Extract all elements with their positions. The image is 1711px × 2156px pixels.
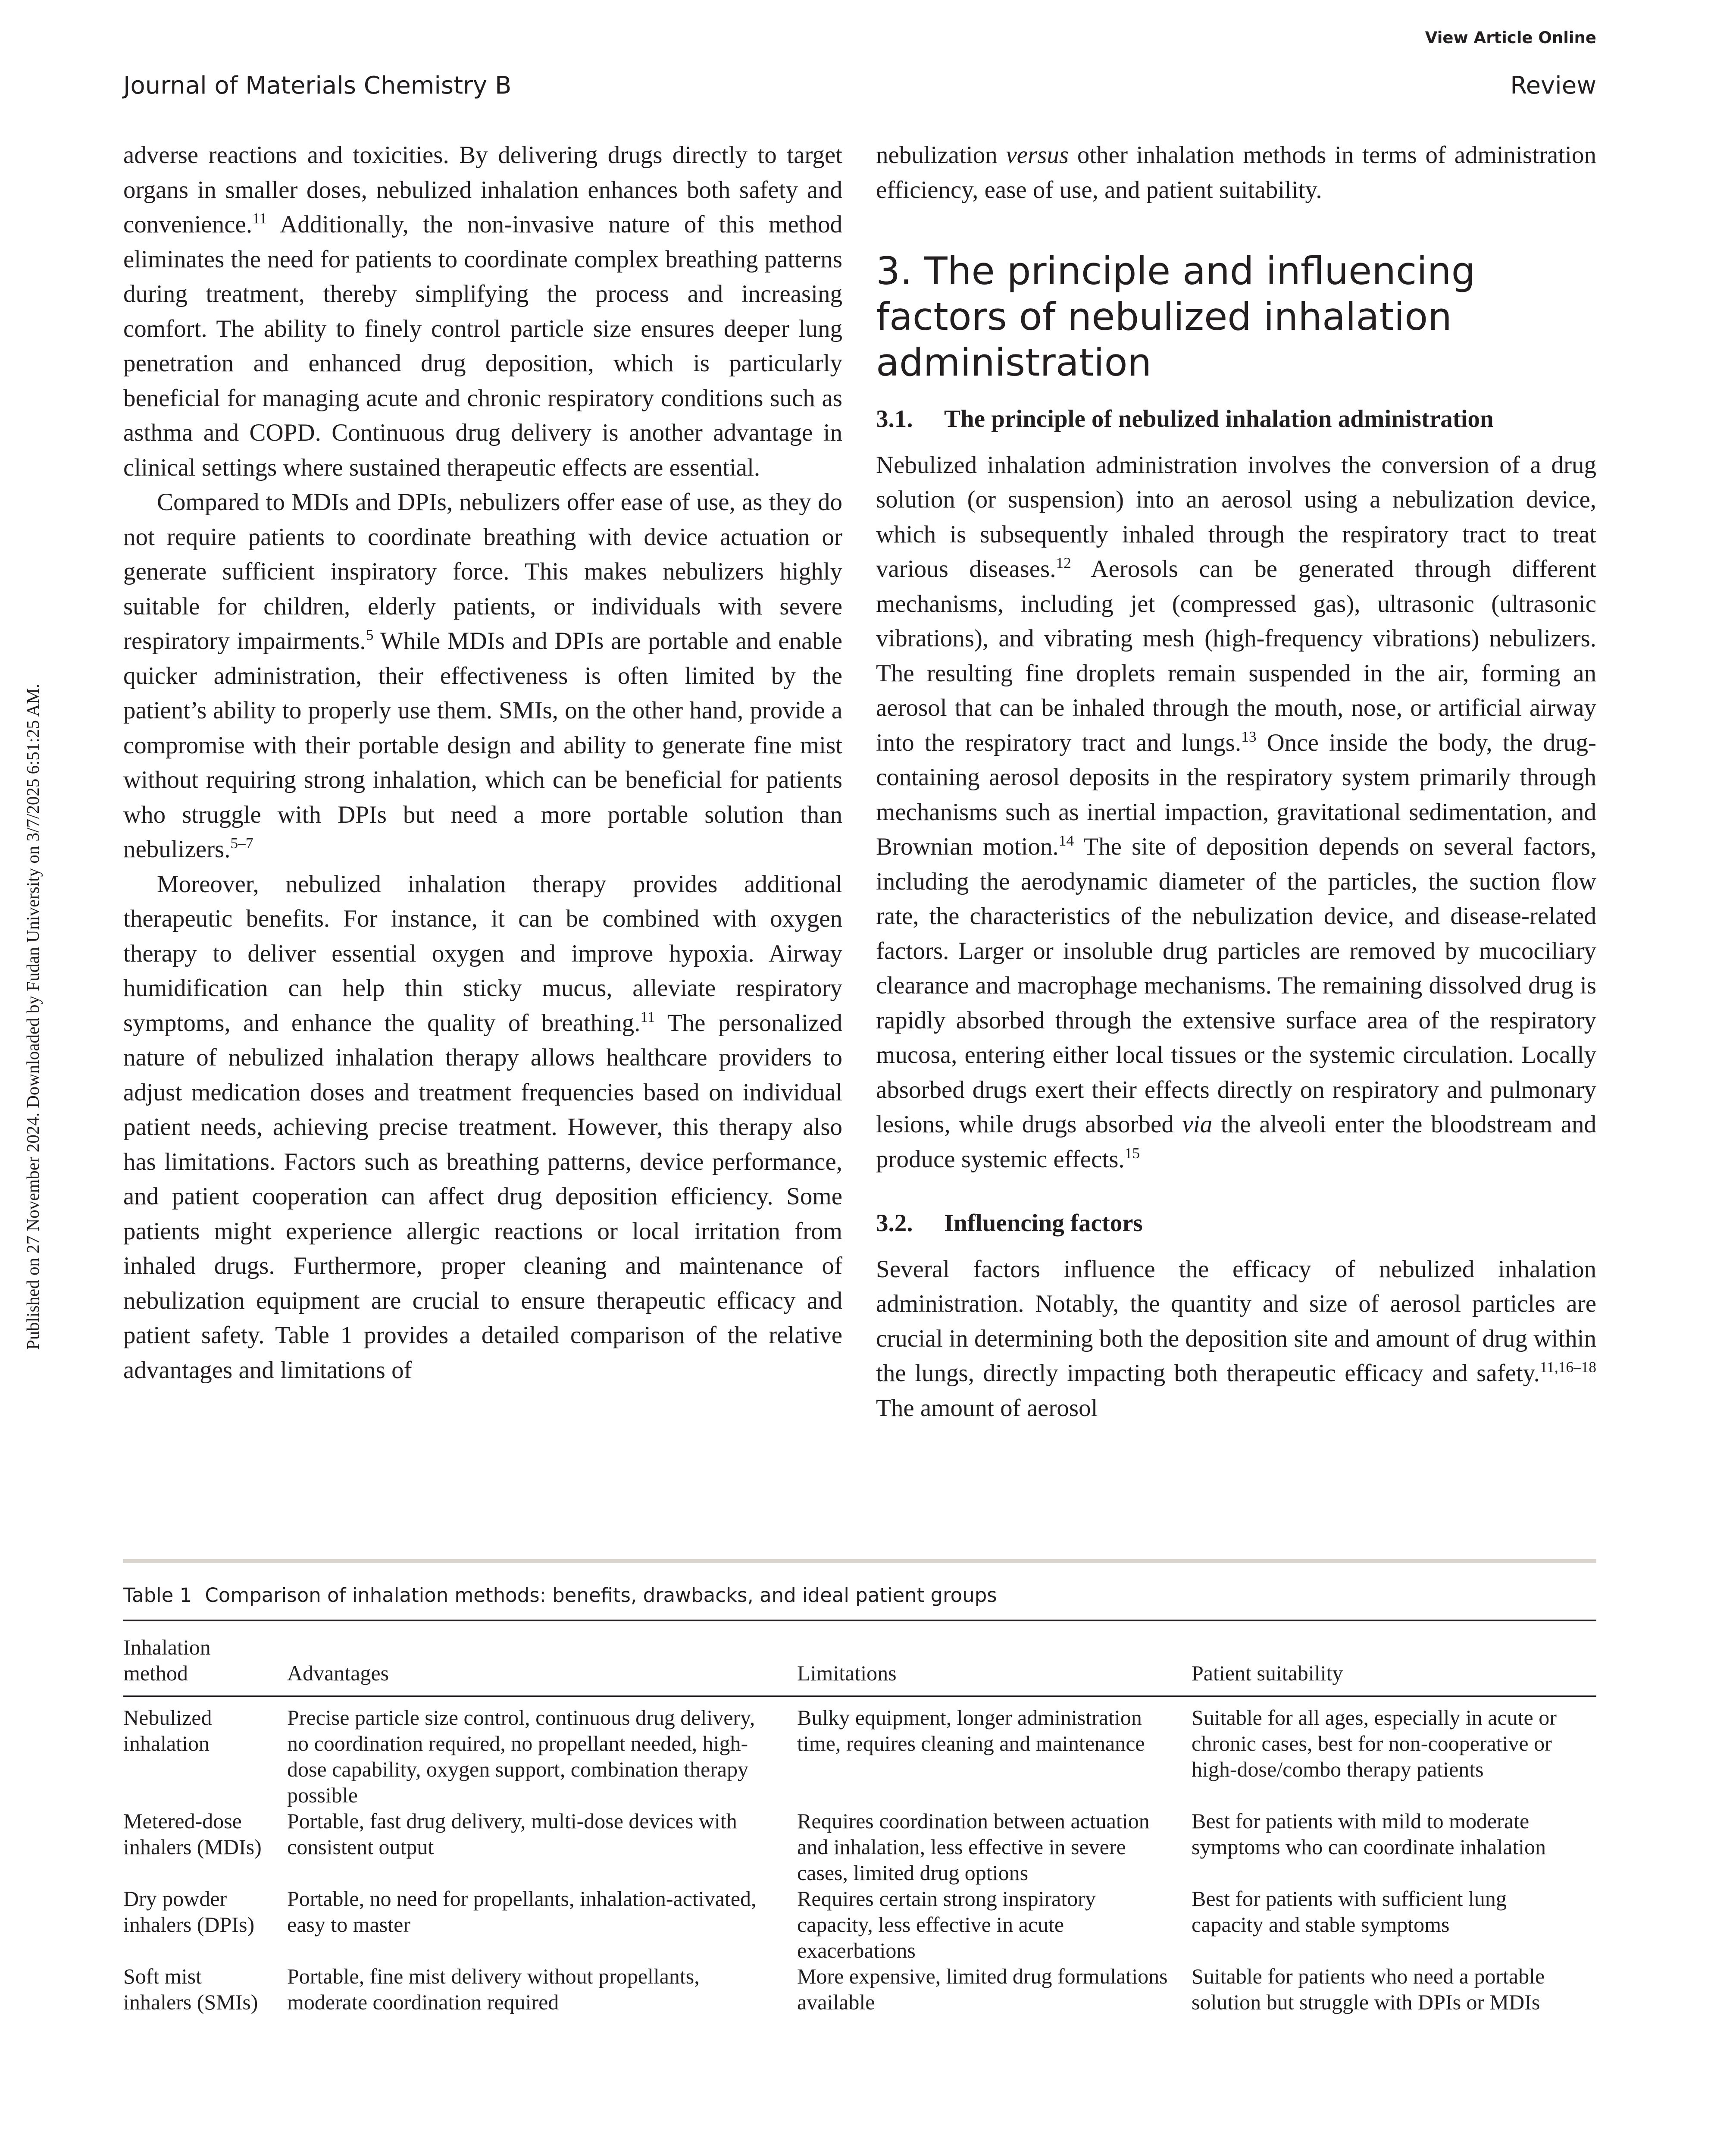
- subsection-heading-3-1: 3.1. The principle of nebulized inhalation administration: [876, 405, 1494, 432]
- running-header: [123, 72, 1596, 100]
- table-caption: [123, 1584, 1596, 1607]
- table-cell: Portable, fast drug delivery, multi-dose devices with consistent output: [287, 1809, 737, 1859]
- publication-download-note: Published on 27 November 2024. Downloaded by Fudan University on 3/7/2025 6:51:25 AM.: [23, 683, 43, 1350]
- article-type: Review: [1510, 72, 1596, 100]
- section-heading: 3. The principle and influencing factors of nebulized inhalation administration: [876, 249, 1476, 385]
- table-cell: Dry powder inhalers (DPIs): [123, 1887, 255, 1937]
- left-column: [123, 138, 842, 1388]
- table-header-cell: Limitations: [797, 1661, 897, 1685]
- citation: 5–7: [230, 834, 253, 852]
- citation: 13: [1241, 728, 1257, 745]
- table-cell: Best for patients with mild to moderate symptoms who can coordinate inhalation: [1192, 1809, 1546, 1859]
- citation: 15: [1124, 1144, 1140, 1162]
- subsection-heading-3-2: 3.2. Influencing factors: [876, 1210, 1143, 1237]
- citation: 14: [1058, 832, 1074, 849]
- table-cell: Suitable for all ages, especially in acute or chronic cases, best for non-cooperative or high-dose/combo therapy patients: [1192, 1705, 1557, 1781]
- table-caption-text: Comparison of inhalation methods: benefits, drawbacks, and ideal patient groups: [205, 1584, 997, 1607]
- citation: 11: [640, 1008, 655, 1025]
- right-column: [876, 138, 1596, 1426]
- table-header-cell: Inhalation method: [123, 1635, 211, 1685]
- table-cell: Portable, fine mist delivery without propellants, moderate coordination required: [287, 1964, 700, 2014]
- table-row: [123, 1697, 1596, 1808]
- table-label: Table 1: [123, 1584, 192, 1607]
- table-row: [123, 1963, 1596, 2015]
- body-paragraph: Nebulized inhalation administration involves the conversion of a drug solution (or suspension) into an aerosol using a nebulization device, which is subsequently inhaled through the respiratory tract to treat various diseases.$^{12}$ Aerosols can be generated through different mechanisms, including jet (compressed gas), ultrasonic (ultrasonic vibrations), and vibrating mesh (high-frequency vibrations) nebulizers. The resulting fine droplets remain suspended in the air, forming an aerosol that can be inhaled through the mouth, nose, or artificial airway into the respiratory tract and lungs.$^{13}$ Once inside the body, the drug-containing aerosol deposits in the respiratory system primarily through mechanisms such as inertial impaction, gravitational sedimentation, and Brownian motion.$^{14}$ The site of deposition depends on several factors, including the aerodynamic diameter of the particles, the suction flow rate, the characteristics of the nebulization device, and disease-related factors. Larger or insoluble drug particles are removed by mucociliary clearance and macrophage mechanisms. The remaining dissolved drug is rapidly absorbed through the extensive surface area of the respiratory mucosa, entering either local tissues or the systemic circulation. Locally absorbed drugs exert their effects directly on respiratory and pulmonary lesions, while drugs absorbed via the alveoli enter the bloodstream and produce systemic effects.$^{15}$: [876, 451, 1596, 1173]
- body-paragraph: nebulization versus other inhalation methods in terms of administration efficiency, ease of use, and patient suitability.: [876, 141, 1596, 204]
- table-cell: Best for patients with sufficient lung capacity and stable symptoms: [1192, 1887, 1507, 1937]
- table-cell: Soft mist inhalers (SMIs): [123, 1964, 258, 2014]
- table-cell: Suitable for patients who need a portable solution but struggle with DPIs or MDIs: [1192, 1964, 1545, 2014]
- citation: 11,16–18: [1539, 1358, 1596, 1376]
- table-cell: Portable, no need for propellants, inhalation-activated, easy to master: [287, 1887, 757, 1937]
- table-cell: Requires certain strong inspiratory capacity, less effective in acute exacerbations: [797, 1887, 1096, 1962]
- table-cell: Bulky equipment, longer administration time, requires cleaning and maintenance: [797, 1705, 1145, 1755]
- body-paragraph: adverse reactions and toxicities. By delivering drugs directly to target organs in smaller doses, nebulized inhalation enhances both safety and convenience.$^{11}$ Additionally, the non-invasive nature of this method eliminates the need for patients to coordinate complex breathing patterns during treatment, thereby simplifying the process and increasing comfort. The ability to finely control particle size ensures deeper lung penetration and enhanced drug deposition, which is particularly beneficial for managing acute and chronic respiratory conditions such as asthma and COPD. Continuous drug delivery is another advantage in clinical settings where sustained therapeutic effects are essential.: [123, 141, 842, 481]
- table-cell: Metered-dose inhalers (MDIs): [123, 1809, 262, 1859]
- body-paragraph: Several factors influence the efficacy of nebulized inhalation administration. Notably, the quantity and size of aerosol particles are crucial in determining both the deposition site and amount of drug within the lungs, directly impacting both therapeutic efficacy and safety.$^{11,16-18}$ The amount of aerosol: [876, 1255, 1596, 1422]
- table-header-cell: Advantages: [287, 1661, 389, 1685]
- table-row: [123, 1808, 1596, 1886]
- table-cell: Precise particle size control, continuous drug delivery, no coordination required, no propellant needed, high-dose capability, oxygen support, combination therapy possible: [287, 1705, 755, 1807]
- citation: 5: [366, 626, 374, 643]
- table-header-cell: Patient suitability: [1192, 1661, 1343, 1685]
- table-cell: Requires coordination between actuation and inhalation, less effective in severe cases, limited drug options: [797, 1809, 1150, 1885]
- table-cell: More expensive, limited drug formulations available: [797, 1964, 1168, 2014]
- citation: 12: [1056, 554, 1071, 571]
- journal-name: Journal of Materials Chemistry B: [123, 72, 512, 100]
- table-top-divider: [123, 1559, 1596, 1563]
- table-1: [123, 1559, 1596, 2015]
- table-row: [123, 1886, 1596, 1963]
- citation: 11: [252, 210, 267, 227]
- body-paragraph: Compared to MDIs and DPIs, nebulizers offer ease of use, as they do not require patients to coordinate breathing with device actuation or generate sufficient inspiratory force. This makes nebulizers highly suitable for children, elderly patients, or individuals with severe respiratory impairments.$^5$ While MDIs and DPIs are portable and enable quicker administration, their effectiveness is often limited by the patient’s ability to properly use them. SMIs, on the other hand, provide a compromise with their portable design and ability to generate fine mist without requiring strong inhalation, which can be beneficial for patients who struggle with DPIs but need a more portable solution than nebulizers.$^{5-7}$: [123, 489, 842, 863]
- table-header-row: [123, 1621, 1596, 1695]
- table-cell: Nebulized inhalation: [123, 1705, 212, 1755]
- body-paragraph: Moreover, nebulized inhalation therapy provides additional therapeutic benefits. For instance, it can be combined with oxygen therapy to deliver essential oxygen and improve hypoxia. Airway humidification can help thin sticky mucus, alleviate respiratory symptoms, and enhance the quality of breathing.$^{11}$ The personalized nature of nebulized inhalation therapy allows healthcare providers to adjust medication doses and treatment frequencies based on individual patient needs, achieving precise treatment. However, this therapy also has limitations. Factors such as breathing patterns, device performance, and patient cooperation can affect drug deposition efficiency. Some patients might experience allergic reactions or local irritation from inhaled drugs. Furthermore, proper cleaning and maintenance of nebulization equipment are crucial to ensure therapeutic efficacy and patient safety. Table 1 provides a detailed comparison of the relative advantages and limitations of: [123, 870, 842, 1384]
- view-article-online-link[interactable]: View Article Online: [1425, 28, 1596, 47]
